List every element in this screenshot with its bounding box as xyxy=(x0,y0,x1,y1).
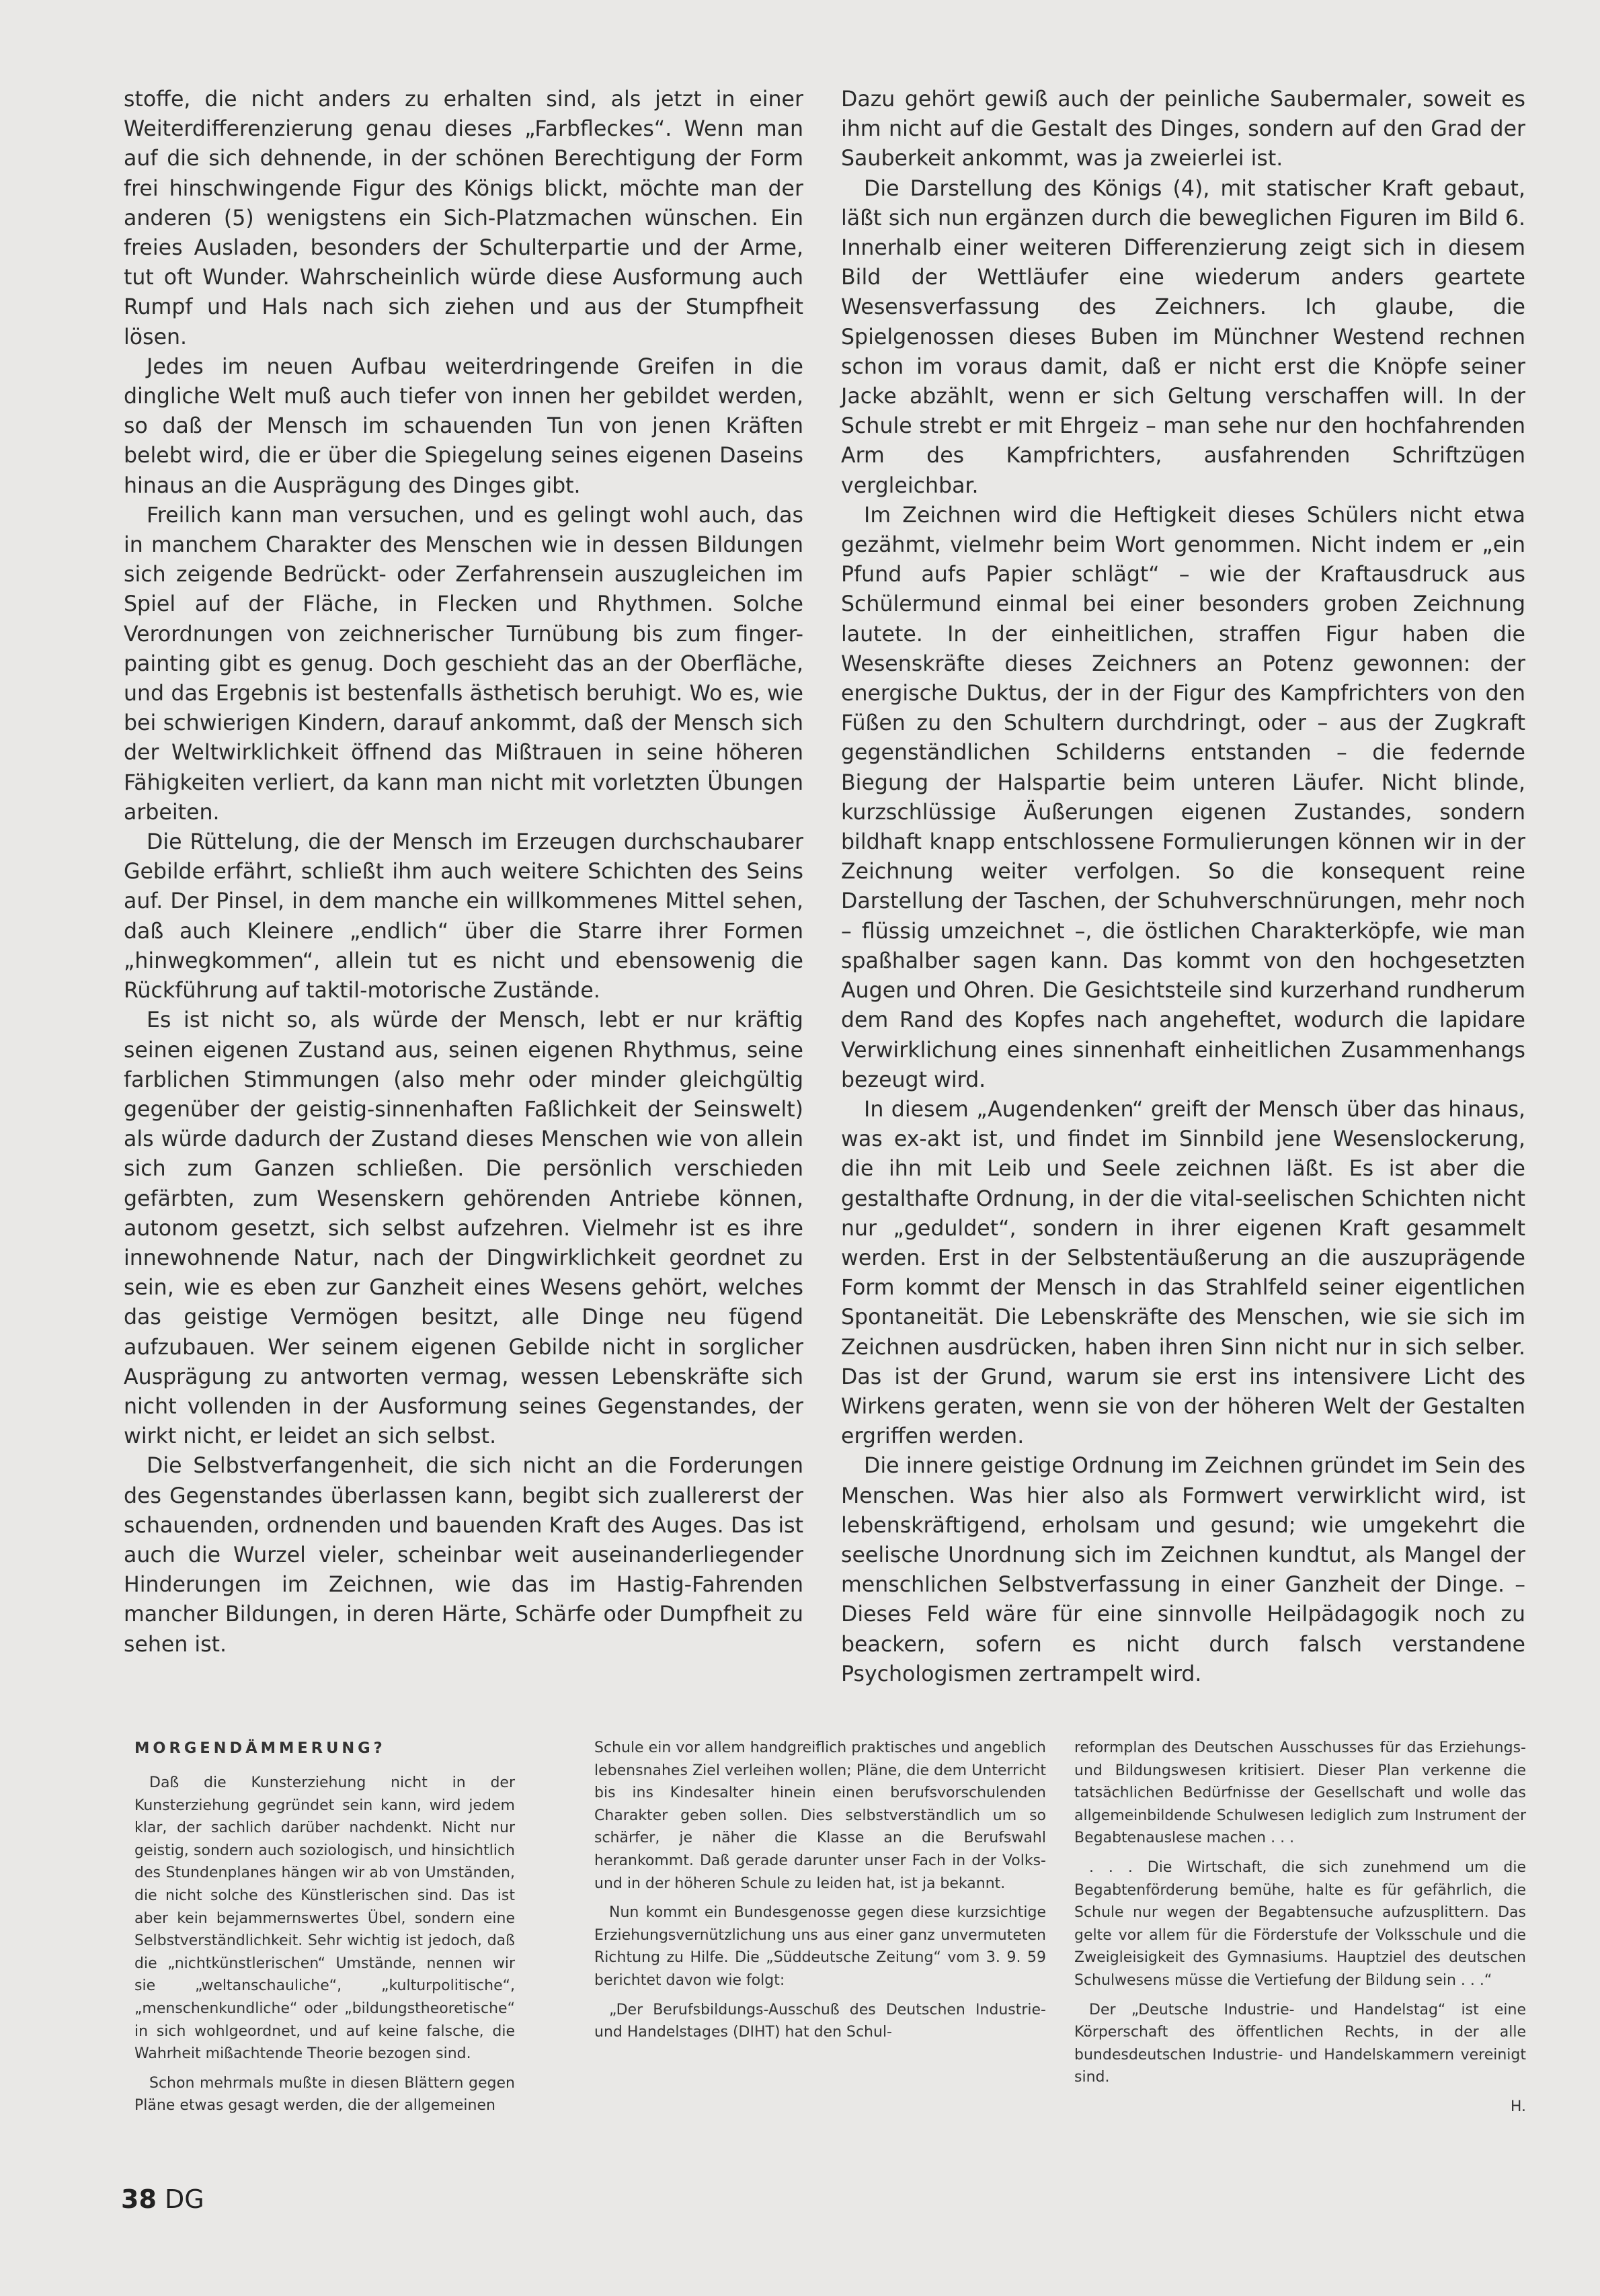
note-paragraph: . . . Die Wirtschaft, die sich zunehmend um die Begabtenförderung bemühe, halte es für gefährlich, die Schule nur wegen der Begabtensuche aufzusplittern. Das gelte vor allem für die Förderstufe der Volksschule und die Zweigleisigkeit des Gymnasiums. Hauptziel des deutschen Schulwesens müsse die Vertiefung der Bildung sein . . .“ xyxy=(1074,1858,1526,1989)
note-signature: H. xyxy=(1510,2098,1526,2115)
paragraph: In diesem „Augendenken“ greift der Mensch über das hinaus, was ex-akt ist, und findet im Sinnbild jene Wesenslockerung, die ihn mit Leib und Seele zeichnen läßt. Es ist aber die gestalthafte Ordnung, in der die vital-seelischen Schichten nicht nur „geduldet“, sondern in ihrer eigenen Kraft gesammelt werden. Erst in der Selbstentäußerung an die auszuprägende Form kommt der Mensch in das Strahlfeld seiner eigentlichen Spontaneität. Die Lebenskräfte des Menschen, wie sie sich im Zeichnen ausdrücken, haben ihren Sinn nicht nur in sich selber. Das ist der Grund, warum sie erst ins intensivere Licht des Wirkens geraten, wenn sie von der höheren Welt der Gestalten ergriffen werden. xyxy=(841,1097,1525,1449)
page-number: 38 xyxy=(121,2184,157,2214)
note-paragraph: „Der Berufsbildungs-Ausschuß des Deutschen Industrie- und Handelstages (DIHT) hat den Schul- xyxy=(594,2001,1046,2041)
paragraph: Die Selbstverfangenheit, die sich nicht an die Forderungen des Gegenstandes überlassen kann, begibt sich zuallererst der schauenden, ordnenden und bauenden Kraft des Auges. Das ist auch die Wurzel vieler, scheinbar weit auseinanderliegender Hinderungen im Zeichnen, wie das im Hastig-Fahrenden mancher Bildungen, in deren Härte, Schärfe oder Dumpfheit zu sehen ist. xyxy=(124,1454,803,1657)
note-heading: MORGENDÄMMERUNG? xyxy=(134,1739,386,1757)
paragraph: Die innere geistige Ordnung im Zeichnen gründet im Sein des Menschen. Was hier also als Formwert verwirklicht wird, ist lebenskräftigend, erholsam und gesund; wie umgekehrt die seelische Unordnung sich im Zeichnen kundtut, als Mangel der menschlichen Selbstverfassung in einer Ganzheit der Dinge. – Dieses Feld wäre für eine sinnvolle Heilpädagogik noch zu beackern, sofern es nicht durch falsch verstandene Psychologismen zertrampelt wird. xyxy=(841,1454,1525,1686)
paragraph: Die Rüttelung, die der Mensch im Erzeugen durchschaubarer Gebilde erfährt, schließt ihm auch weitere Schichten des Seins auf. Der Pinsel, in dem manche ein willkommenes Mittel sehen, daß auch Kleinere „endlich“ über die Starre ihrer Formen „hinwegkommen“, allein tut es nicht und ebensowenig die Rückführung auf taktil-motorische Zustände. xyxy=(124,830,803,1003)
publication-abbreviation: DG xyxy=(164,2184,204,2214)
note-paragraph: Daß die Kunsterziehung nicht in der Kunsterziehung gegründet sein kann, wird jedem klar, der sachlich darüber nachdenkt. Nicht nur geistig, sondern auch soziologisch, und hinsichtlich des Stundenplanes hängen wir ab von Umständen, die nicht solche des Künstlerischen sind. Das ist aber kein bejammernswertes Übel, sondern eine Selbstverständlichkeit. Sehr wichtig ist jedoch, daß die „nichtkünstlerischen“ Umstände, nennen wir sie „weltanschauliche“, „kulturpolitische“, „menschenkundliche“ oder „bildungstheoretische“ in sich wohlgeordnet, und auf keine falsche, die Wahrheit mißachtende Theorie bezogen sind. xyxy=(134,1774,515,2063)
page-footer xyxy=(121,2184,204,2215)
article-right-column xyxy=(841,85,1525,1689)
note-paragraph: Schon mehrmals mußte in diesen Blättern gegen Pläne etwas gesagt werden, die der allgemeinen xyxy=(134,2074,515,2115)
article-left-column xyxy=(124,85,803,1659)
note-paragraph: reformplan des Deutschen Ausschusses für das Erziehungs- und Bildungswesen kritisiert. Dieser Plan verkenne die tatsächlichen Bedürfnisse der Gesellschaft und wolle das allgemeinbildende Schulwesen lediglich zum Instrument der Begabtenauslese machen . . . xyxy=(1074,1739,1526,1847)
paragraph: Im Zeichnen wird die Heftigkeit dieses Schülers nicht etwa gezähmt, vielmehr beim Wort genommen. Nicht indem er „ein Pfund aufs Papier schlägt“ – wie der Kraftausdruck aus Schülermund einmal bei einer besonders groben Zeichnung lautete. In der einheitlichen, straffen Figur haben die Wesenskräfte dieses Zeichners an Potenz gewonnen: der energische Duktus, der in der Figur des Kampfrichters von den Füßen zu den Schultern durchdringt, oder – aus der Zugkraft gegenständlichen Schilderns entstanden – die federnde Biegung der Halspartie beim unteren Läufer. Nicht blinde, kurzschlüssige Äußerungen eigenen Zustandes, sondern bildhaft knapp entschlossene Formulierungen können wir in der Zeichnung weiter verfolgen. So die konsequent reine Darstellung der Taschen, der Schuhverschnürungen, mehr noch – flüssig umzeichnet –, die östlichen Charakterköpfe, wie man spaßhalber sagen kann. Das kommt von den hochgesetzten Augen und Ohren. Die Gesichtsteile sind kurzerhand rundherum dem Rand des Kopfes nach angeheftet, wodurch die lapidare Verwirklichung eines sinnenhaft einheitlichen Zusammenhangs bezeugt wird. xyxy=(841,503,1525,1092)
note-column-3 xyxy=(1074,1737,1526,2125)
paragraph: Dazu gehört gewiß auch der peinliche Saubermaler, soweit es ihm nicht auf die Gestalt des Dinges, sondern auf den Grad der Sauberkeit ankommt, was ja zweierlei ist. xyxy=(841,87,1525,171)
paragraph: Es ist nicht so, als würde der Mensch, lebt er nur kräftig seinen eigenen Zustand aus, seinen eigenen Rhythmus, seine farblichen Stimmungen (also mehr oder minder gleichgültig gegenüber der geistig-sinnenhaften Faßlichkeit der Seinswelt) als würde dadurch der Zustand dieses Menschen wie von allein sich zum Ganzen schließen. Die persönlich verschieden gefärbten, zum Wesenskern gehörenden Antriebe können, autonom gesetzt, sich selbst aufzehren. Vielmehr ist es ihre innewohnende Natur, nach der Dingwirklichkeit geordnet zu sein, wie es eben zur Ganzheit eines Wesens gehört, welches das geistige Vermögen besitzt, alle Dinge neu fügend aufzubauen. Wer seinem eigenen Gebilde nicht in sorglicher Ausprägung zu antworten vermag, wessen Lebenskräfte sich nicht vollenden in der Ausformung seines Gegenstandes, der wirkt nicht, er leidet an sich selbst. xyxy=(124,1008,803,1449)
paragraph: Jedes im neuen Aufbau weiterdringende Greifen in die dingliche Welt muß auch tiefer von innen her gebildet werden, so daß der Mensch im schauenden Tun von jenen Kräften belebt wird, die er über die Spiegelung seines eigenen Daseins hinaus an die Ausprägung des Dinges gibt. xyxy=(124,354,803,498)
paragraph: Die Darstellung des Königs (4), mit statischer Kraft gebaut, läßt sich nun ergänzen durch die beweglichen Figuren im Bild 6. Innerhalb einer weiteren Differenzierung zeigt sich in diesem Bild der Wettläufer eine wiederum anders geartete Wesensverfassung des Zeichners. Ich glaube, die Spielgenossen dieses Buben im Münchner Westend rechnen schon im voraus damit, daß er nicht erst die Knöpfe seiner Jacke abzählt, wenn er sich Geltung verschaffen will. In der Schule strebt er mit Ehrgeiz – man sehe nur den hochfahrenden Arm des Kampfrichters, ausfahrenden Schriftzügen vergleichbar. xyxy=(841,176,1525,498)
note-paragraph: Nun kommt ein Bundesgenosse gegen diese kurzsichtige Erziehungsvernützlichung uns aus einer ganz unvermuteten Richtung zu Hilfe. Die „Süddeutsche Zeitung“ vom 3. 9. 59 berichtet davon wie folgt: xyxy=(594,1904,1046,1989)
note-paragraph: Der „Deutsche Industrie- und Handelstag“ ist eine Körperschaft des öffentlichen Rechts, in der alle bundesdeutschen Industrie- und Handelskammern vereinigt sind. xyxy=(1074,2001,1526,2086)
note-column-2 xyxy=(594,1737,1046,2051)
paragraph: stoffe, die nicht anders zu erhalten sind, als jetzt in einer Weiterdifferenzierung genau dieses „Farbfleckes“. Wenn man auf die sich dehnende, in der schönen Berechtigung der Form frei hinschwingende Figur des Königs blickt, möchte man der anderen (5) wenigstens ein Sich-Platzmachen wünschen. Ein freies Ausladen, besonders der Schulterpartie und der Arme, tut oft Wunder. Wahrscheinlich würde diese Ausformung auch Rumpf und Hals nach sich ziehen und aus der Stumpfheit lösen. xyxy=(124,87,803,350)
paragraph: Freilich kann man versuchen, und es gelingt wohl auch, das in manchem Charakter des Menschen wie in dessen Bildungen sich zeigende Bedrückt- oder Zerfahrensein auszugleichen im Spiel auf der Fläche, in Flecken und Rhythmen. Solche Verordnungen von zeichnerischer Turnübung bis zum finger-painting gibt es genug. Doch geschieht das an der Oberfläche, und das Ergebnis ist bestenfalls ästhetisch beruhigt. Wo es, wie bei schwierigen Kindern, darauf ankommt, daß der Mensch sich der Weltwirklichkeit öffnend das Mißtrauen in seine höheren Fähigkeiten verliert, da kann man nicht mit vorletzten Übungen arbeiten. xyxy=(124,503,803,825)
note-paragraph: Schule ein vor allem handgreiflich praktisches und angeblich lebensnahes Ziel verleihen wollen; Pläne, die dem Unterricht bis ins Kindesalter hinein einen berufsvorschulenden Charakter geben sollen. Dies selbstverständlich um so schärfer, je näher die Klasse an die Berufswahl herankommt. Daß gerade darunter unser Fach in der Volks- und in der höheren Schule zu leiden hat, ist ja bekannt. xyxy=(594,1739,1046,1892)
note-column-1 xyxy=(134,1737,515,2124)
